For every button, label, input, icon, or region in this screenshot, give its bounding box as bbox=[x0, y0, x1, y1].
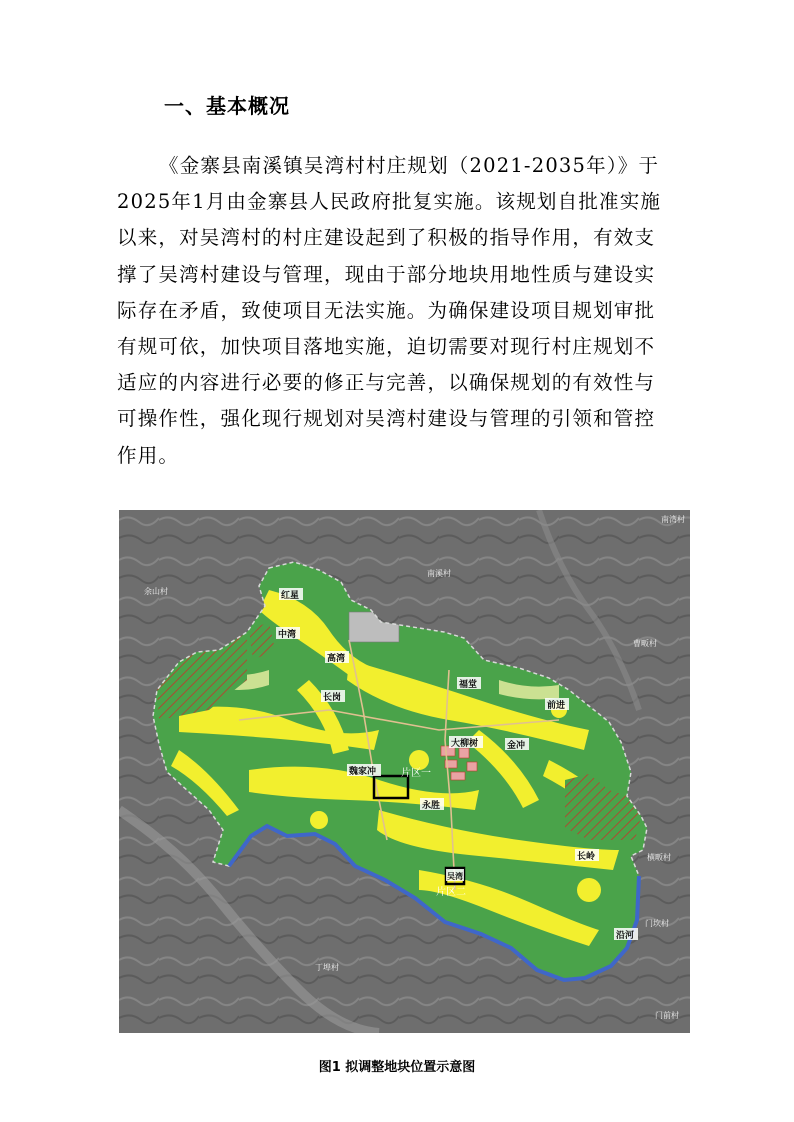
group-label: 中湾 bbox=[278, 630, 297, 640]
paragraph-line: 适应的内容进行必要的修正与完善，以确保规划的有效性与 bbox=[117, 371, 656, 395]
overview-paragraph bbox=[117, 148, 677, 474]
group-label: 魏家冲 bbox=[349, 767, 377, 777]
ext-village-label: 门前村 bbox=[655, 1011, 679, 1020]
group-label: 大柳树 bbox=[451, 739, 479, 749]
group-label: 吴湾 bbox=[447, 872, 463, 881]
ext-village-label: 南湾村 bbox=[661, 515, 685, 524]
group-label: 红星 bbox=[281, 591, 300, 601]
paragraph-line: 作用。 bbox=[117, 443, 180, 467]
group-label: 长岗 bbox=[323, 693, 342, 703]
section-heading: 一、基本概况 bbox=[164, 94, 290, 118]
paragraph-line: 《金寨县南溪镇吴湾村村庄规划（2021-2035年）》于 bbox=[159, 154, 660, 177]
paragraph-line: 以来，对吴湾村的村庄建设起到了积极的指导作用，有效支 bbox=[117, 226, 656, 250]
group-label: 沿河 bbox=[616, 931, 635, 941]
paragraph-line: 撑了吴湾村建设与管理，现由于部分地块用地性质与建设实 bbox=[117, 262, 656, 286]
paragraph-line: 2025年1月由金寨县人民政府批复实施。该规划自批准实施 bbox=[117, 190, 662, 214]
ext-village-label: 丁埠村 bbox=[315, 963, 339, 972]
group-label: 长岭 bbox=[577, 852, 596, 862]
paragraph-line: 有规可依，加快项目落地实施，迫切需要对现行村庄规划不 bbox=[117, 335, 656, 359]
area-label: 片区二 bbox=[436, 887, 466, 898]
ext-village-label: 曹畈村 bbox=[633, 639, 657, 648]
group-label: 永胜 bbox=[422, 801, 441, 811]
figure-caption: 图1 拟调整地块位置示意图 bbox=[318, 1060, 476, 1075]
ext-village-label: 门坎村 bbox=[645, 919, 669, 928]
group-label: 福堂 bbox=[459, 680, 478, 690]
paragraph-line: 可操作性，强化现行规划对吴湾村建设与管理的引领和管控 bbox=[117, 407, 656, 431]
group-label: 金冲 bbox=[507, 741, 526, 751]
location-map bbox=[119, 510, 690, 1033]
map-svg bbox=[119, 510, 690, 1033]
area-label: 片区一 bbox=[401, 768, 431, 779]
paragraph-line: 际存在矛盾，致使项目无法实施。为确保建设项目规划审批 bbox=[117, 298, 656, 322]
group-label: 前进 bbox=[547, 701, 566, 711]
ext-village-label: 余山村 bbox=[144, 587, 168, 596]
ext-village-label: 横畈村 bbox=[647, 853, 671, 862]
group-label: 高湾 bbox=[327, 654, 346, 664]
ext-village-label: 南溪村 bbox=[427, 569, 451, 578]
